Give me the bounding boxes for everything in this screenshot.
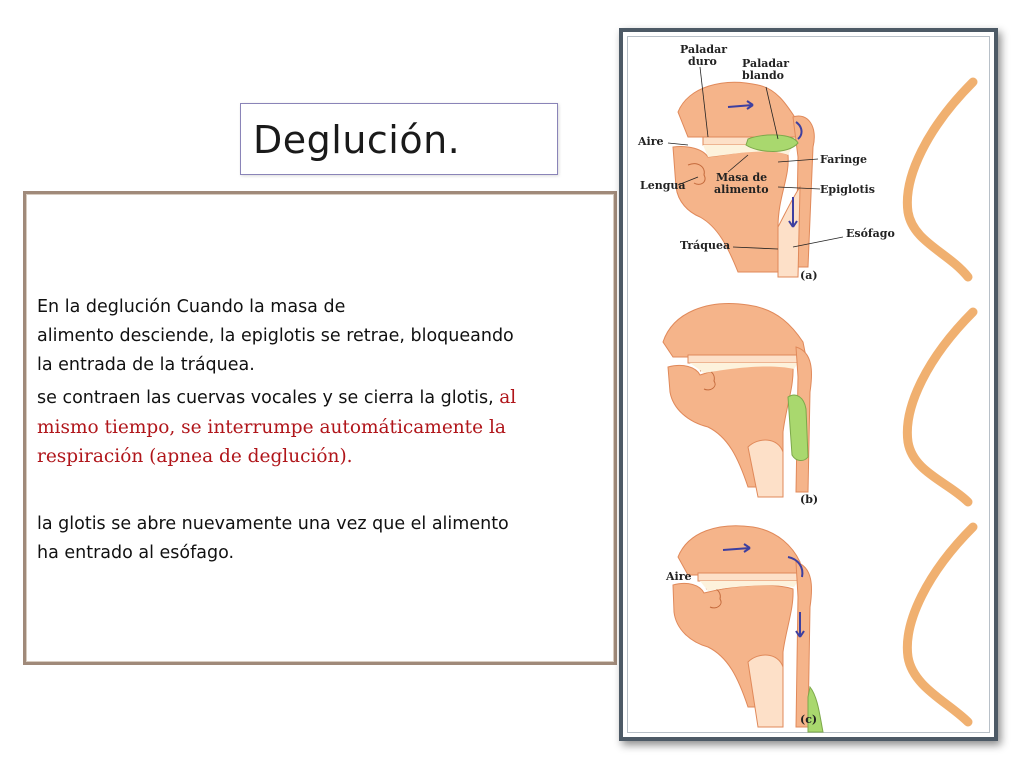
label-masa-alimento-2: alimento	[714, 183, 769, 196]
paragraph-2-line-3: respiración (apnea de deglución).	[37, 446, 353, 467]
paragraph-2-line-1-red: al	[499, 387, 517, 408]
panel-c	[665, 526, 973, 732]
panel-a	[637, 43, 973, 282]
panel-c-hard-palate	[698, 573, 801, 581]
caption-b: (b)	[800, 493, 819, 506]
label-epiglotis: Epiglotis	[820, 183, 875, 196]
panel-c-trachea	[748, 655, 783, 727]
panel-a-leader-aire	[668, 143, 688, 145]
panel-c-neck-contour	[907, 527, 973, 722]
panel-a-bolus	[746, 135, 798, 152]
paragraph-1-line-3: la entrada de la tráquea.	[37, 355, 255, 375]
panel-b-trachea	[748, 440, 783, 497]
paragraph-1-line-1: En la deglución Cuando la masa de	[37, 297, 346, 317]
caption-c: (c)	[800, 713, 818, 726]
panel-b-nasal-region	[663, 304, 806, 357]
paragraph-2-line-2: mismo tiempo, se interrumpe automáticamente la	[37, 417, 506, 438]
label-traquea: Tráquea	[680, 239, 731, 252]
panel-b-neck-contour	[907, 312, 973, 502]
panel-b	[663, 304, 973, 506]
paragraph-2-line-1-black: se contraen las cuervas vocales y se cierra la glotis,	[37, 388, 500, 408]
page-title: Deglución.	[253, 118, 461, 162]
paragraph-1-line-2: alimento desciende, la epiglotis se retrae, bloqueando	[37, 326, 514, 346]
paragraph-3-line-1: la glotis se abre nuevamente una vez que el alimento	[37, 514, 509, 534]
label-masa-alimento-1: Masa de	[716, 171, 768, 184]
panel-c-nasal-region	[678, 526, 803, 575]
swallowing-figure-frame	[619, 28, 998, 741]
label-paladar-duro-2: duro	[688, 55, 717, 68]
paragraph-3	[37, 510, 612, 568]
caption-a: (a)	[800, 269, 818, 282]
title-box	[240, 103, 558, 175]
label-aire-c: Aire	[666, 570, 692, 583]
content-text-box	[23, 191, 617, 665]
panel-a-nasal-region	[678, 82, 803, 137]
label-aire-a: Aire	[638, 135, 664, 148]
paragraph-1	[37, 293, 612, 380]
label-lengua: Lengua	[640, 179, 686, 192]
label-esofago: Esófago	[846, 227, 895, 240]
paragraph-2	[37, 383, 612, 471]
paragraph-3-line-2: ha entrado al esófago.	[37, 543, 235, 563]
label-paladar-blando-2: blando	[742, 69, 785, 82]
label-paladar-duro-1: Paladar	[680, 43, 728, 56]
label-paladar-blando-1: Paladar	[742, 57, 790, 70]
paragraph-2-line-1	[37, 383, 612, 413]
panel-a-neck-contour	[907, 82, 973, 277]
panel-b-bolus	[788, 395, 808, 460]
swallowing-diagram	[628, 37, 991, 734]
panel-a-tongue	[673, 146, 788, 272]
label-faringe: Faringe	[820, 153, 867, 166]
panel-b-hard-palate	[688, 355, 804, 363]
figure-inner	[627, 36, 990, 733]
